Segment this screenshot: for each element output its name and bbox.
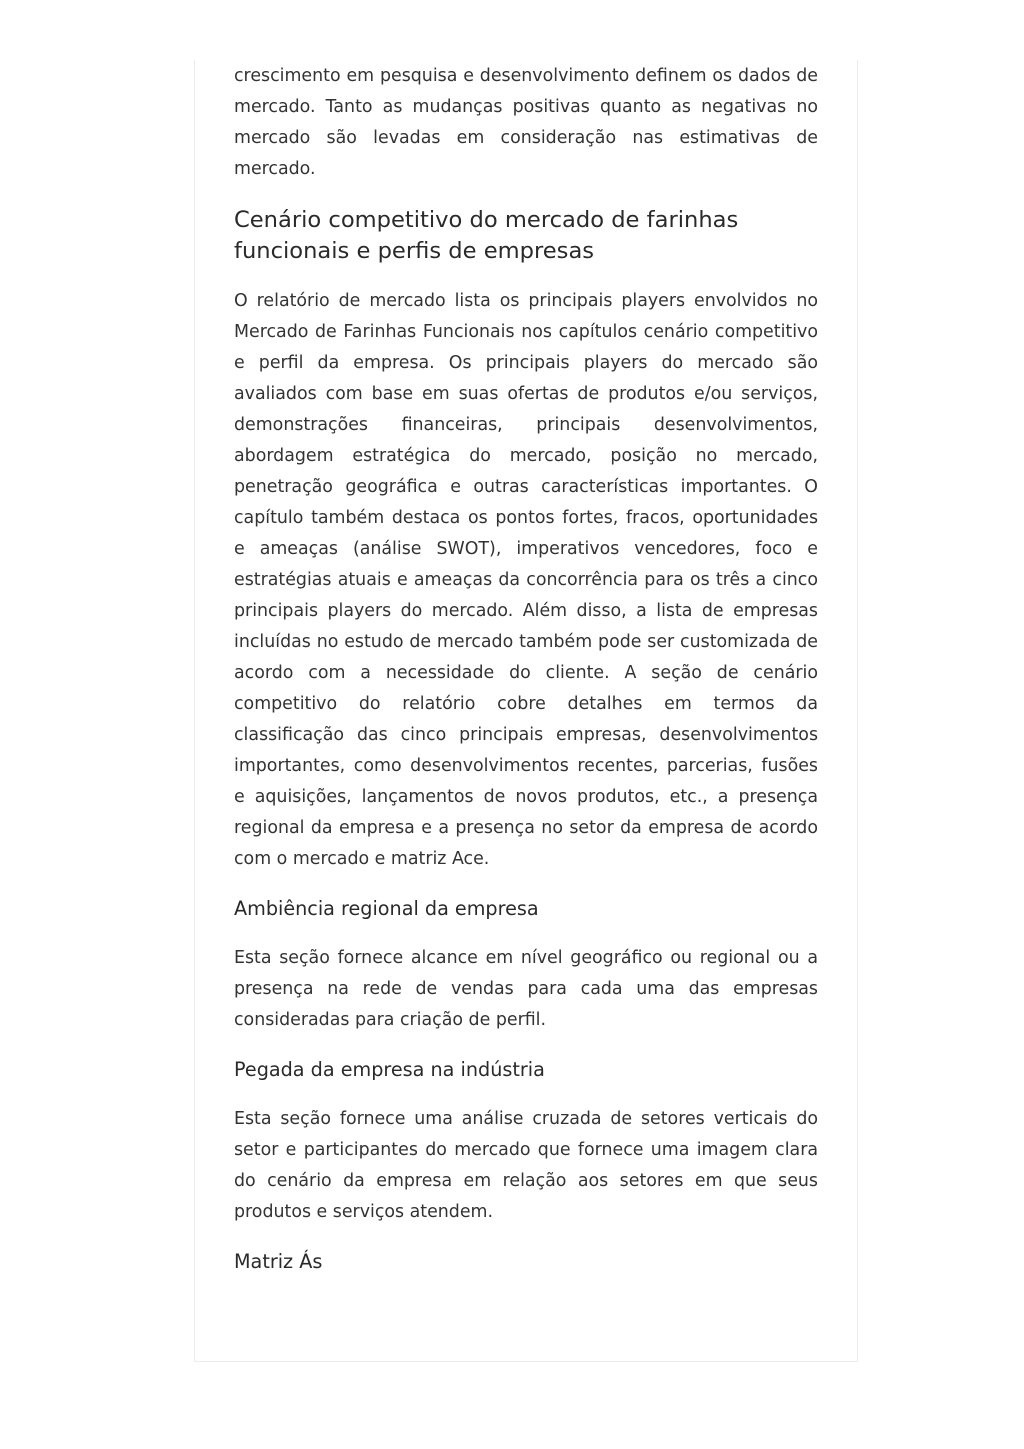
regional-presence-heading: Ambiência regional da empresa	[234, 897, 539, 920]
intro-paragraph: crescimento em pesquisa e desenvolvimento definem os dados de mercado. Tanto as mudanças positivas quanto as negativas no mercado são levadas em consideração nas estimativas de mercado.	[234, 66, 818, 179]
ace-matrix-heading: Matriz Ás	[234, 1250, 323, 1273]
industry-footprint-paragraph: Esta seção fornece uma análise cruzada de setores verticais do setor e participantes do mercado que fornece uma imagem clara do cenário da empresa em relação aos setores em que seus produtos e serviços atendem.	[234, 1109, 818, 1222]
competitive-landscape-heading: Cenário competitivo do mercado de farinhas funcionais e perfis de empresas	[234, 207, 739, 264]
competitive-landscape-paragraph: O relatório de mercado lista os principais players envolvidos no Mercado de Farinhas Funcionais nos capítulos cenário competitivo e perfil da empresa. Os principais players do mercado são avaliados com base em suas ofertas de produtos e/ou serviços, demonstrações financeiras, principais desenvolvimentos, abordagem estratégica do mercado, posição no mercado, penetração geográfica e outras características importantes. O capítulo também destaca os pontos fortes, fracos, oportunidades e ameaças (análise SWOT), imperativos vencedores, foco e estratégias atuais e ameaças da concorrência para os três a cinco principais players do mercado. Além disso, a lista de empresas incluídas no estudo de mercado também pode ser customizada de acordo com a necessidade do cliente. A seção de cenário competitivo do relatório cobre detalhes em termos da classificação das cinco principais empresas, desenvolvimentos importantes, como desenvolvimentos recentes, parcerias, fusões e aquisições, lançamentos de novos produtos, etc., a presença regional da empresa e a presença no setor da empresa de acordo com o mercado e matriz Ace.	[234, 291, 818, 869]
regional-presence-paragraph: Esta seção fornece alcance em nível geográfico ou regional ou a presença na rede de vendas para cada uma das empresas consideradas para criação de perfil.	[234, 948, 818, 1030]
article-content	[234, 60, 818, 1277]
industry-footprint-heading: Pegada da empresa na indústria	[234, 1058, 545, 1081]
